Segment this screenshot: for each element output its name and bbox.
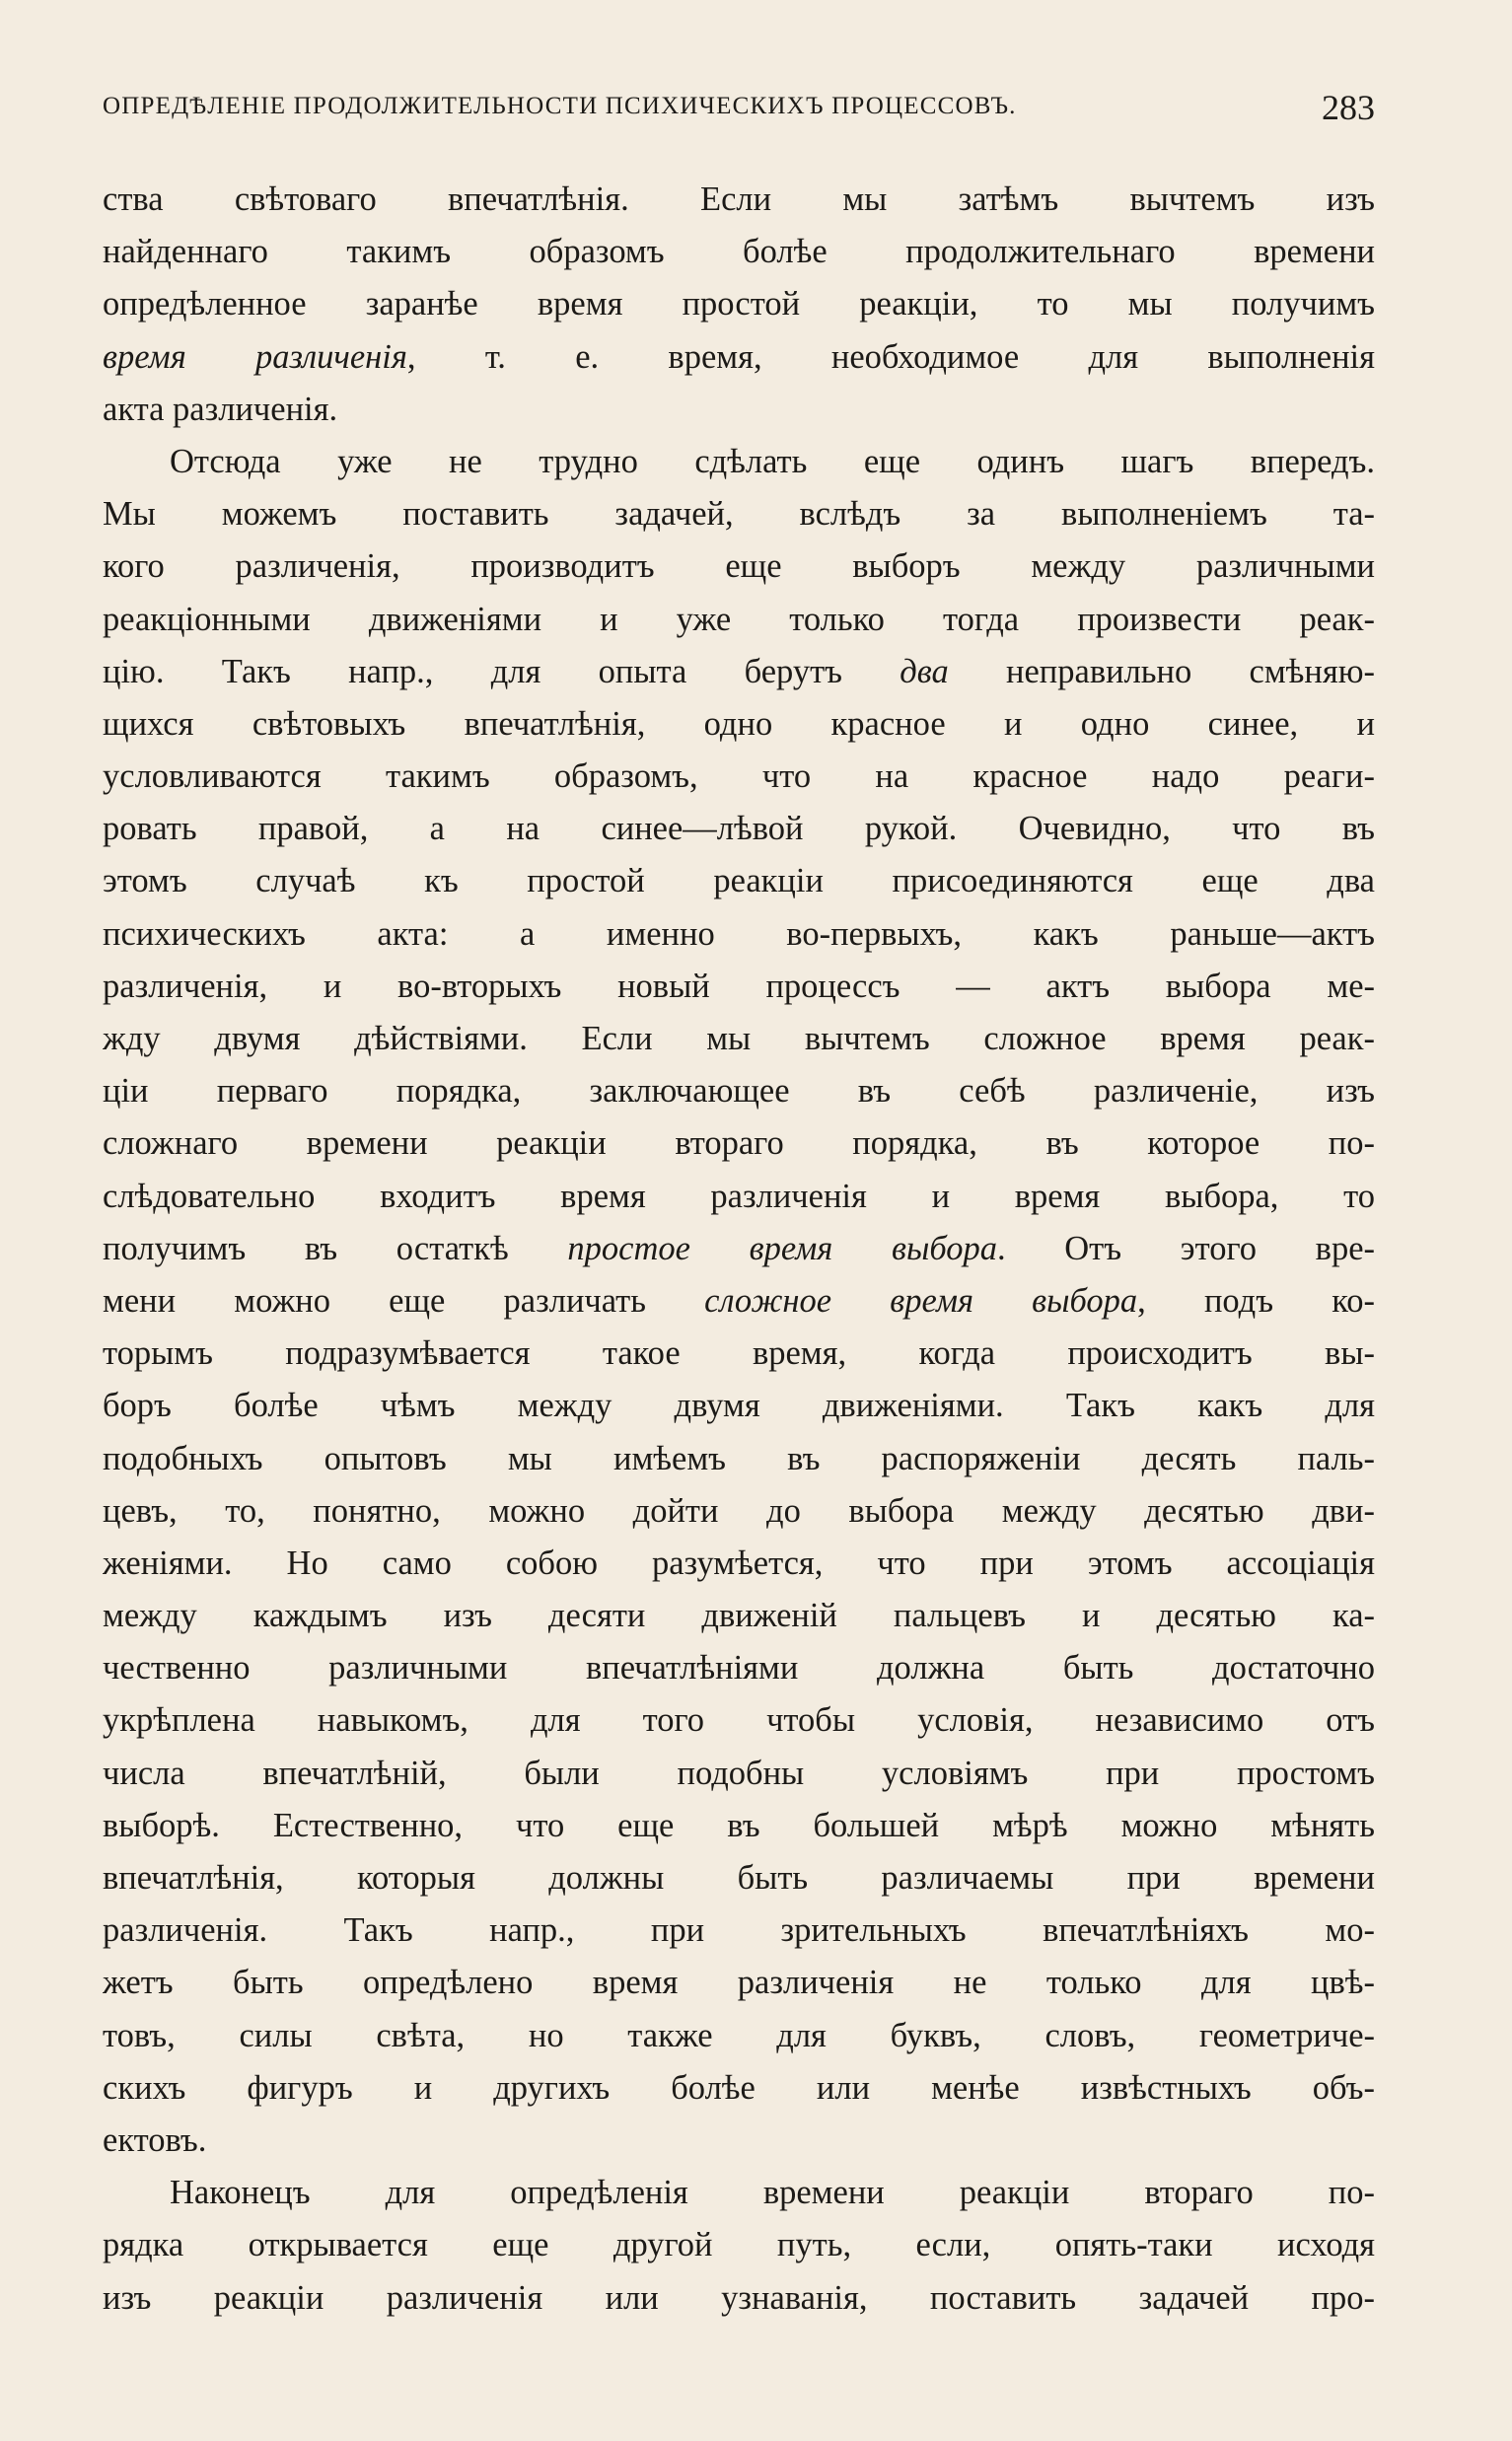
text-line (103, 1800, 1375, 1852)
text-segment: реакціонными движеніями и уже только тогда произвести реак- (103, 600, 1375, 638)
text-line (103, 698, 1375, 751)
text-segment: мени можно еще различать (103, 1281, 705, 1320)
text-line (103, 961, 1375, 1013)
text-segment: скихъ фигуръ и другихъ болѣе или менѣе извѣстныхъ объ- (103, 2068, 1375, 2107)
text-segment: товъ, силы свѣта, но также для буквъ, словъ, геометриче- (103, 2016, 1375, 2054)
running-head: ОПРЕДѢЛЕНІЕ ПРОДОЛЖИТЕЛЬНОСТИ ПСИХИЧЕСКИХЪ ПРОЦЕССОВЪ. (103, 93, 1017, 119)
text-segment: Мы можемъ поставить задачей, вслѣдъ за выполненіемъ та- (103, 495, 1375, 534)
text-segment: различенія. Такъ напр., при зрительныхъ впечатлѣніяхъ мо- (103, 1911, 1375, 1950)
text-line (103, 1328, 1375, 1380)
text-line (103, 331, 1375, 384)
italic-text: сложное время выбора (704, 1281, 1138, 1320)
text-line (103, 278, 1375, 330)
text-segment: сложнаго времени реакціи втораго порядка, въ которое по- (103, 1124, 1375, 1163)
text-segment: найденнаго такимъ образомъ болѣе продолжительнаго времени (103, 233, 1375, 271)
text-segment: женіями. Но само собою разумѣется, что при этомъ ассоціація (103, 1544, 1375, 1582)
text-segment: изъ реакціи различенія или узнаванія, поставить задачей про- (103, 2278, 1375, 2317)
text-segment: ства свѣтоваго впечатлѣнія. Если мы затѣмъ вычтемъ изъ (103, 180, 1375, 218)
text-segment: подобныхъ опытовъ мы имѣемъ въ распоряженіи десять паль- (103, 1439, 1375, 1477)
text-line (103, 1694, 1375, 1747)
text-segment: впечатлѣнія, которыя должны быть различаемы при времени (103, 1859, 1375, 1897)
text-line (103, 1590, 1375, 1642)
text-line (103, 1275, 1375, 1328)
text-line (103, 1957, 1375, 2009)
text-segment: . Отъ этого вре- (996, 1229, 1375, 1267)
text-line (103, 1117, 1375, 1170)
text-line (103, 2167, 1375, 2219)
text-segment: кого различенія, производитъ еще выборъ между различными (103, 547, 1375, 586)
text-line (103, 2219, 1375, 2271)
text-segment: опредѣленное заранѣе время простой реакціи, то мы получимъ (103, 285, 1375, 323)
page-header (103, 87, 1375, 130)
text-segment: различенія, и во-вторыхъ новый процессъ — актъ выбора ме- (103, 967, 1375, 1005)
text-line (103, 2115, 1375, 2167)
text-line (103, 1642, 1375, 1694)
text-line (103, 174, 1375, 226)
text-segment: рядка открывается еще другой путь, если, опять-таки исходя (103, 2226, 1375, 2264)
text-segment: боръ болѣе чѣмъ между двумя движеніями. Такъ какъ для (103, 1387, 1375, 1425)
text-line (103, 488, 1375, 540)
text-line (103, 1171, 1375, 1223)
text-line (103, 1485, 1375, 1538)
text-line (103, 1013, 1375, 1065)
text-line (103, 1380, 1375, 1432)
text-segment: торымъ подразумѣвается такое время, когда происходитъ вы- (103, 1334, 1375, 1373)
text-line (103, 540, 1375, 593)
text-segment: чественно различными впечатлѣніями должна быть достаточно (103, 1649, 1375, 1687)
text-segment: выборѣ. Естественно, что еще въ большей мѣрѣ можно мѣнять (103, 1806, 1375, 1844)
text-segment: неправильно смѣняю- (948, 652, 1375, 690)
text-segment: Отсюда уже не трудно сдѣлать еще одинъ шагъ впередъ. (170, 442, 1375, 480)
italic-text: два (900, 652, 949, 690)
text-line (103, 594, 1375, 646)
text-segment: получимъ въ остаткѣ (103, 1229, 568, 1267)
text-segment: жду двумя дѣйствіями. Если мы вычтемъ сложное время реак- (103, 1020, 1375, 1057)
text-line (103, 2062, 1375, 2115)
text-segment: акта различенія. (103, 390, 338, 428)
text-line (103, 1223, 1375, 1275)
text-line (103, 1748, 1375, 1800)
text-line (103, 855, 1375, 907)
text-line (103, 751, 1375, 803)
text-segment: ціи перваго порядка, заключающее въ себѣ различеніе, изъ (103, 1072, 1375, 1111)
text-segment: слѣдовательно входитъ время различенія и время выбора, то (103, 1177, 1375, 1215)
text-segment: ровать правой, а на синее—лѣвой рукой. Очевидно, что въ (103, 810, 1375, 848)
text-segment: щихся свѣтовыхъ впечатлѣнія, одно красное и одно синее, и (103, 704, 1375, 743)
text-segment: числа впечатлѣній, были подобны условіямъ при простомъ (103, 1754, 1375, 1792)
text-segment: ектовъ. (103, 2120, 207, 2159)
italic-text: время различенія (103, 337, 407, 376)
text-segment: условливаются такимъ образомъ, что на красное надо реаги- (103, 757, 1375, 796)
text-segment: цію. Такъ напр., для опыта берутъ (103, 652, 900, 690)
text-line (103, 908, 1375, 961)
text-segment: , подъ ко- (1137, 1281, 1375, 1320)
text-line (103, 2272, 1375, 2325)
text-line (103, 646, 1375, 698)
text-segment: цевъ, то, понятно, можно дойти до выбора между десятью дви- (103, 1491, 1375, 1530)
text-line (103, 803, 1375, 855)
text-line (103, 2010, 1375, 2062)
text-line (103, 1433, 1375, 1485)
italic-text: простое время выбора (567, 1229, 997, 1267)
text-segment: укрѣплена навыкомъ, для того чтобы условія, независимо отъ (103, 1701, 1375, 1740)
text-line (103, 384, 1375, 436)
text-line (103, 1065, 1375, 1117)
text-segment: , т. е. время, необходимое для выполненія (406, 337, 1375, 376)
text-segment: жетъ быть опредѣлено время различенія не только для цвѣ- (103, 1964, 1375, 2002)
text-line (103, 226, 1375, 278)
text-segment: между каждымъ изъ десяти движеній пальцевъ и десятью ка- (103, 1597, 1375, 1635)
text-line (103, 1852, 1375, 1904)
page-number: 283 (1322, 88, 1375, 127)
text-line (103, 1904, 1375, 1957)
text-line (103, 436, 1375, 488)
text-line (103, 1538, 1375, 1590)
text-segment: психическихъ акта: а именно во-первыхъ, какъ раньше—актъ (103, 914, 1375, 953)
text-segment: Наконецъ для опредѣленія времени реакціи втораго по- (170, 2174, 1375, 2212)
text-segment: этомъ случаѣ къ простой реакціи присоединяются еще два (103, 862, 1375, 900)
body-text (103, 174, 1375, 2325)
